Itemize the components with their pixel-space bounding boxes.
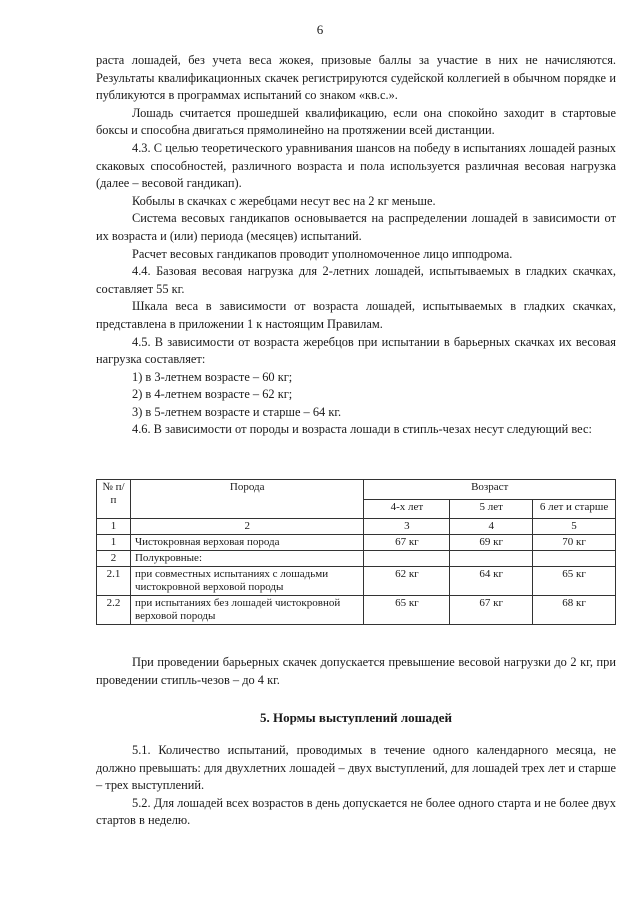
header-breed: Порода — [130, 480, 364, 519]
paragraph: 5.2. Для лошадей всех возрастов в день допускается не более одного старта и не более двух стартов в неделю. — [96, 795, 616, 828]
table-row — [97, 596, 616, 625]
row-weight-5: 67 кг — [450, 596, 533, 625]
header-age: Возраст — [364, 480, 616, 500]
after-table-text — [96, 654, 616, 689]
header-num: № п/п — [97, 480, 131, 519]
row-breed: Полукровные: — [130, 551, 364, 567]
body-text — [96, 52, 616, 439]
list-item: 2) в 4-летнем возрасте – 62 кг; — [132, 387, 293, 402]
paragraph: 4.6. В зависимости от породы и возраста лошади в стипль-чезах несут следующий вес: — [132, 422, 592, 437]
header-age-4: 4-х лет — [364, 499, 450, 519]
table-row — [97, 567, 616, 596]
row-weight-4: 67 кг — [364, 535, 450, 551]
paragraph: Шкала веса в зависимости от возраста лошадей, испытываемых в гладких скачках, представлена в приложении 1 к настоящим Правилам. — [96, 299, 616, 331]
table-row — [97, 551, 616, 567]
row-num: 2.2 — [97, 596, 131, 625]
list-item: 3) в 5-летнем возрасте и старше – 64 кг. — [132, 404, 342, 419]
list-item: 1) в 3-летнем возрасте – 60 кг; — [132, 369, 293, 384]
row-breed: Чистокровная верховая порода — [130, 535, 364, 551]
paragraph: Расчет весовых гандикапов проводит уполномоченное лицо ипподрома. — [132, 246, 513, 261]
row-weight-5 — [450, 551, 533, 567]
row-weight-6: 68 кг — [533, 596, 616, 625]
row-num: 2 — [97, 551, 131, 567]
row-breed: при испытаниях без лошадей чистокровной верховой породы — [130, 596, 364, 625]
paragraph: 4.4. Базовая весовая нагрузка для 2-летних лошадей, испытываемых в гладких скачках, составляет 55 кг. — [96, 264, 616, 296]
paragraph: 5.1. Количество испытаний, проводимых в течение одного календарного месяца, не должно превышать: для двухлетних лошадей – двух выступлений, для лошадей трех лет и старше – трех выступлений. — [96, 743, 616, 793]
table-row — [97, 535, 616, 551]
row-breed: при совместных испытаниях с лошадьми чистокровной верховой породы — [130, 567, 364, 596]
page-number: 6 — [316, 22, 324, 37]
column-number: 2 — [130, 519, 364, 535]
row-num: 1 — [97, 535, 131, 551]
header-age-5: 5 лет — [450, 499, 533, 519]
table-header-row — [97, 480, 616, 500]
column-number: 5 — [533, 519, 616, 535]
paragraph: Система весовых гандикапов основывается на распределении лошадей в зависимости от их возраста и (или) периода (месяцев) испытаний. — [96, 211, 616, 243]
row-weight-6: 65 кг — [533, 567, 616, 596]
paragraph: При проведении барьерных скачек допускается превышение весовой нагрузки до 2 кг, при проведении стипль-чезов – до 4 кг. — [96, 655, 616, 687]
column-number: 1 — [97, 519, 131, 535]
header-age-6: 6 лет и старше — [533, 499, 616, 519]
column-number: 4 — [450, 519, 533, 535]
paragraph: Кобылы в скачках с жеребцами несут вес на 2 кг меньше. — [132, 193, 436, 208]
section-heading: 5. Нормы выступлений лошадей — [260, 710, 452, 725]
paragraph: раста лошадей, без учета веса жокея, призовые баллы за участие в них не начисляются. Результаты квалификационных скачек регистрируются судейской коллегией в обычном порядке и публикуются в программах испытаний со знаком «кв.с.». — [96, 53, 616, 103]
paragraph: 4.5. В зависимости от возраста жеребцов при испытании в барьерных скачках их весовая нагрузка составляет: — [96, 334, 616, 367]
row-weight-6 — [533, 551, 616, 567]
paragraph: Лошадь считается прошедшей квалификацию, если она спокойно заходит в стартовые боксы и способна двигаться прямолинейно на протяжении всей дистанции. — [96, 105, 616, 138]
row-weight-4: 62 кг — [364, 567, 450, 596]
weight-table — [96, 479, 616, 625]
row-weight-6: 70 кг — [533, 535, 616, 551]
row-num: 2.1 — [97, 567, 131, 596]
row-weight-5: 64 кг — [450, 567, 533, 596]
row-weight-4: 65 кг — [364, 596, 450, 625]
column-number: 3 — [364, 519, 450, 535]
row-weight-5: 69 кг — [450, 535, 533, 551]
paragraph: 4.3. С целью теоретического уравнивания шансов на победу в испытаниях лошадей разных скаковых способностей, различного возраста и пола используется различная весовая нагрузка (далее – весовой гандикап). — [96, 140, 616, 191]
section-5-text — [96, 742, 616, 830]
row-weight-4 — [364, 551, 450, 567]
column-number-row — [97, 519, 616, 535]
